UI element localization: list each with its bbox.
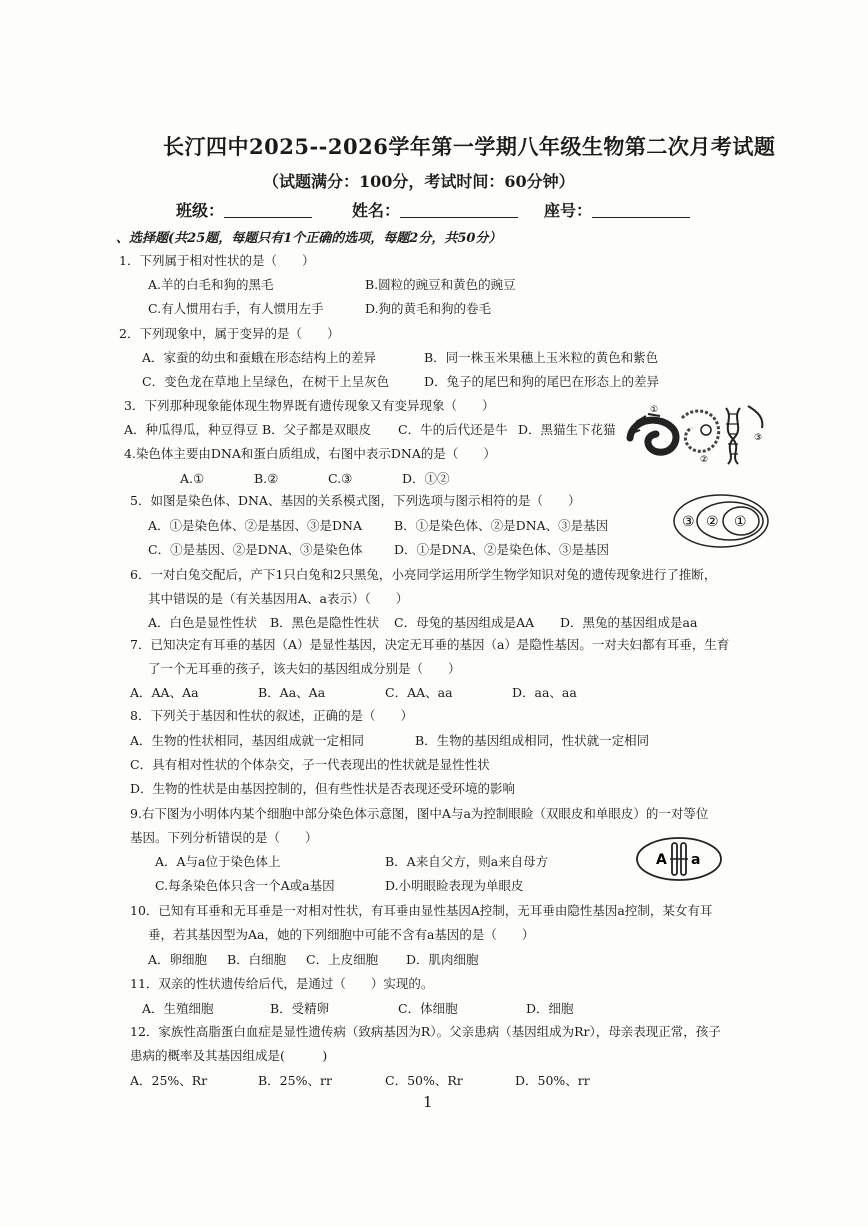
- q10-option-d: D．肌肉细胞: [406, 952, 479, 967]
- q5-option-d: D．①是DNA、②是染色体、③是基因: [394, 542, 610, 557]
- seat-blank: [592, 203, 690, 218]
- q7-option-a: A．AA、Aa: [130, 685, 199, 700]
- q9-option-c: C.每条染色体只含一个A或a基因: [155, 878, 335, 893]
- q1-option-b: B.圆粒的豌豆和黄色的豌豆: [365, 277, 516, 292]
- q9-option-d: D.小明眼睑表现为单眼皮: [385, 878, 524, 893]
- q11-option-d: D．细胞: [526, 1001, 574, 1016]
- q10-stem: 10．已知有耳垂和无耳垂是一对相对性状，有耳垂由显性基因A控制，无耳垂由隐性基因a控制，某女有耳: [130, 903, 713, 918]
- q12-stem-cont: 患病的概率及其基因组成是( ): [130, 1048, 328, 1063]
- q3-option-a: A．种瓜得瓜，种豆得豆: [124, 422, 259, 437]
- gene-dna-chromosome-figure: [672, 492, 770, 550]
- q10-option-c: C．上皮细胞: [306, 952, 379, 967]
- fig4-label-3: ③: [754, 433, 763, 443]
- q12-option-a: A．25%、Rr: [130, 1073, 208, 1088]
- name-blank: [400, 203, 518, 218]
- q1-option-c: C.有人惯用右手，有人惯用左手: [148, 301, 324, 316]
- q8-stem: 8．下列关于基因和性状的叙述，正确的是（ ）: [130, 708, 413, 723]
- cell-chromosome-figure: [634, 834, 724, 884]
- q3-stem: 3．下列那种现象能体现生物界既有遗传现象又有变异现象（ ）: [124, 398, 495, 413]
- q8-option-a: A．生物的性状相同，基因组成就一定相同: [130, 733, 365, 748]
- q6-stem-cont: 其中错误的是（有关基因用A、a表示）（ ）: [148, 591, 409, 606]
- exam-subtitle: （试题满分：100分，考试时间：60分钟）: [263, 172, 575, 191]
- q5-option-a: A．①是染色体、②是基因、③是DNA: [148, 518, 363, 533]
- q1-stem: 1．下列属于相对性状的是（ ）: [119, 253, 315, 268]
- fig9-label-a: a: [691, 852, 701, 868]
- q2-option-a: A．家蚕的幼虫和蚕蛾在形态结构上的差异: [142, 350, 377, 365]
- chromosome-figure: [622, 400, 772, 468]
- fig4-label-1: ①: [650, 405, 659, 415]
- q6-option-c: C．母兔的基因组成是AA: [394, 615, 535, 630]
- q11-option-b: B．受精卵: [270, 1001, 330, 1016]
- q11-stem: 11．双亲的性状遗传给后代，是通过（ ）实现的。: [130, 976, 434, 991]
- q8-option-b: B．生物的基因组成相同，性状就一定相同: [415, 733, 650, 748]
- q4-stem: 4.染色体主要由DNA和蛋白质组成，右图中表示DNA的是（ ）: [124, 446, 496, 461]
- q12-stem: 12．家族性高脂蛋白血症是显性遗传病（致病基因为R）。父亲患病（基因组成为Rr），母亲表现正常，孩子: [130, 1024, 721, 1039]
- class-blank: [224, 203, 312, 218]
- q8-option-d: D．生物的性状是由基因控制的，但有些性状是否表现还受环境的影响: [130, 781, 516, 796]
- seat-field: [544, 203, 690, 219]
- q1-option-d: D.狗的黄毛和狗的卷毛: [365, 301, 492, 316]
- q7-option-c: C．AA、aa: [385, 685, 453, 700]
- fig9-label-A: A: [656, 852, 667, 868]
- q5-option-b: B．①是染色体、②是DNA、③是基因: [394, 518, 609, 533]
- q10-option-a: A．卵细胞: [148, 952, 208, 967]
- q12-option-b: B．25%、rr: [258, 1073, 332, 1088]
- q7-option-b: B．Aa、Aa: [258, 685, 326, 700]
- q6-stem: 6．一对白兔交配后，产下1只白兔和2只黑兔，小亮同学运用所学生物学知识对兔的遗传现象进行了推断，: [130, 567, 717, 582]
- exam-title: 长汀四中2025--2026学年第一学期八年级生物第二次月考试题: [163, 134, 776, 159]
- q9-stem-cont: 基因。下列分析错误的是（ ）: [130, 830, 318, 845]
- q11-option-a: A．生殖细胞: [142, 1001, 214, 1016]
- q2-option-d: D．兔子的尾巴和狗的尾巴在形态上的差异: [424, 374, 660, 389]
- q7-stem: 7．已知决定有耳垂的基因（A）是显性基因，决定无耳垂的基因（a）是隐性基因。一对夫妇都有耳垂，生育: [130, 637, 730, 652]
- class-field: [176, 203, 312, 219]
- q10-stem-cont: 垂，若其基因型为Aa，她的下列细胞中可能不含有a基因的是（ ）: [148, 927, 535, 942]
- q8-option-c: C．具有相对性状的个体杂交，子一代表现出的性状就是显性性状: [130, 757, 490, 772]
- q2-stem: 2．下列现象中，属于变异的是（ ）: [119, 326, 340, 341]
- fig4-label-2: ②: [700, 455, 709, 465]
- q3-option-d: D．黑猫生下花猫: [518, 422, 616, 437]
- q7-option-d: D．aa、aa: [512, 685, 577, 700]
- name-label: 姓名：: [352, 201, 401, 220]
- q2-option-b: B．同一株玉米果穗上玉米粒的黄色和紫色: [424, 350, 659, 365]
- q9-option-b: B．A来自父方，则a来自母方: [385, 854, 549, 869]
- q4-option-a: A.①: [180, 471, 205, 486]
- q9-option-a: A．A与a位于染色体上: [155, 854, 281, 869]
- class-label: 班级：: [176, 201, 225, 220]
- page-number: 1: [423, 1093, 433, 1111]
- section-heading: 、选择题(共25题，每题只有1个正确的选项，每题2分，共50分）: [116, 231, 502, 246]
- q1-option-a: A.羊的白毛和狗的黑毛: [148, 277, 274, 292]
- q4-option-b: B.②: [254, 471, 279, 486]
- q6-option-b: B．黑色是隐性性状: [270, 615, 380, 630]
- fig5-label-3: ③: [682, 514, 695, 530]
- q10-option-b: B．白细胞: [227, 952, 287, 967]
- q12-option-c: C．50%、Rr: [385, 1073, 463, 1088]
- q9-stem: 9.右下图为小明体内某个细胞中部分染色体示意图，图中A与a为控制眼睑（双眼皮和单眼皮）的一对等位: [130, 806, 709, 821]
- q5-stem: 5．如图是染色体、DNA、基因的关系模式图，下列选项与图示相符的是（ ）: [130, 493, 581, 508]
- q4-option-d: D．①②: [402, 471, 450, 486]
- q11-option-c: C．体细胞: [398, 1001, 458, 1016]
- q4-option-c: C.③: [328, 471, 353, 486]
- fig5-label-1: ①: [734, 514, 747, 530]
- name-field: [352, 203, 518, 219]
- fig5-label-2: ②: [706, 514, 719, 530]
- q2-option-c: C．变色龙在草地上呈绿色，在树干上呈灰色: [142, 374, 390, 389]
- q3-option-b: B．父子都是双眼皮: [262, 422, 372, 437]
- q12-option-d: D．50%、rr: [515, 1073, 590, 1088]
- q5-option-c: C．①是基因、②是DNA、③是染色体: [148, 542, 363, 557]
- q3-option-c: C．牛的后代还是牛: [398, 422, 508, 437]
- q7-stem-cont: 了一个无耳垂的孩子，该夫妇的基因组成分别是（ ）: [148, 661, 461, 676]
- q6-option-d: D．黑兔的基因组成是aa: [560, 615, 698, 630]
- seat-label: 座号：: [544, 201, 593, 220]
- q6-option-a: A．白色是显性性状: [148, 615, 258, 630]
